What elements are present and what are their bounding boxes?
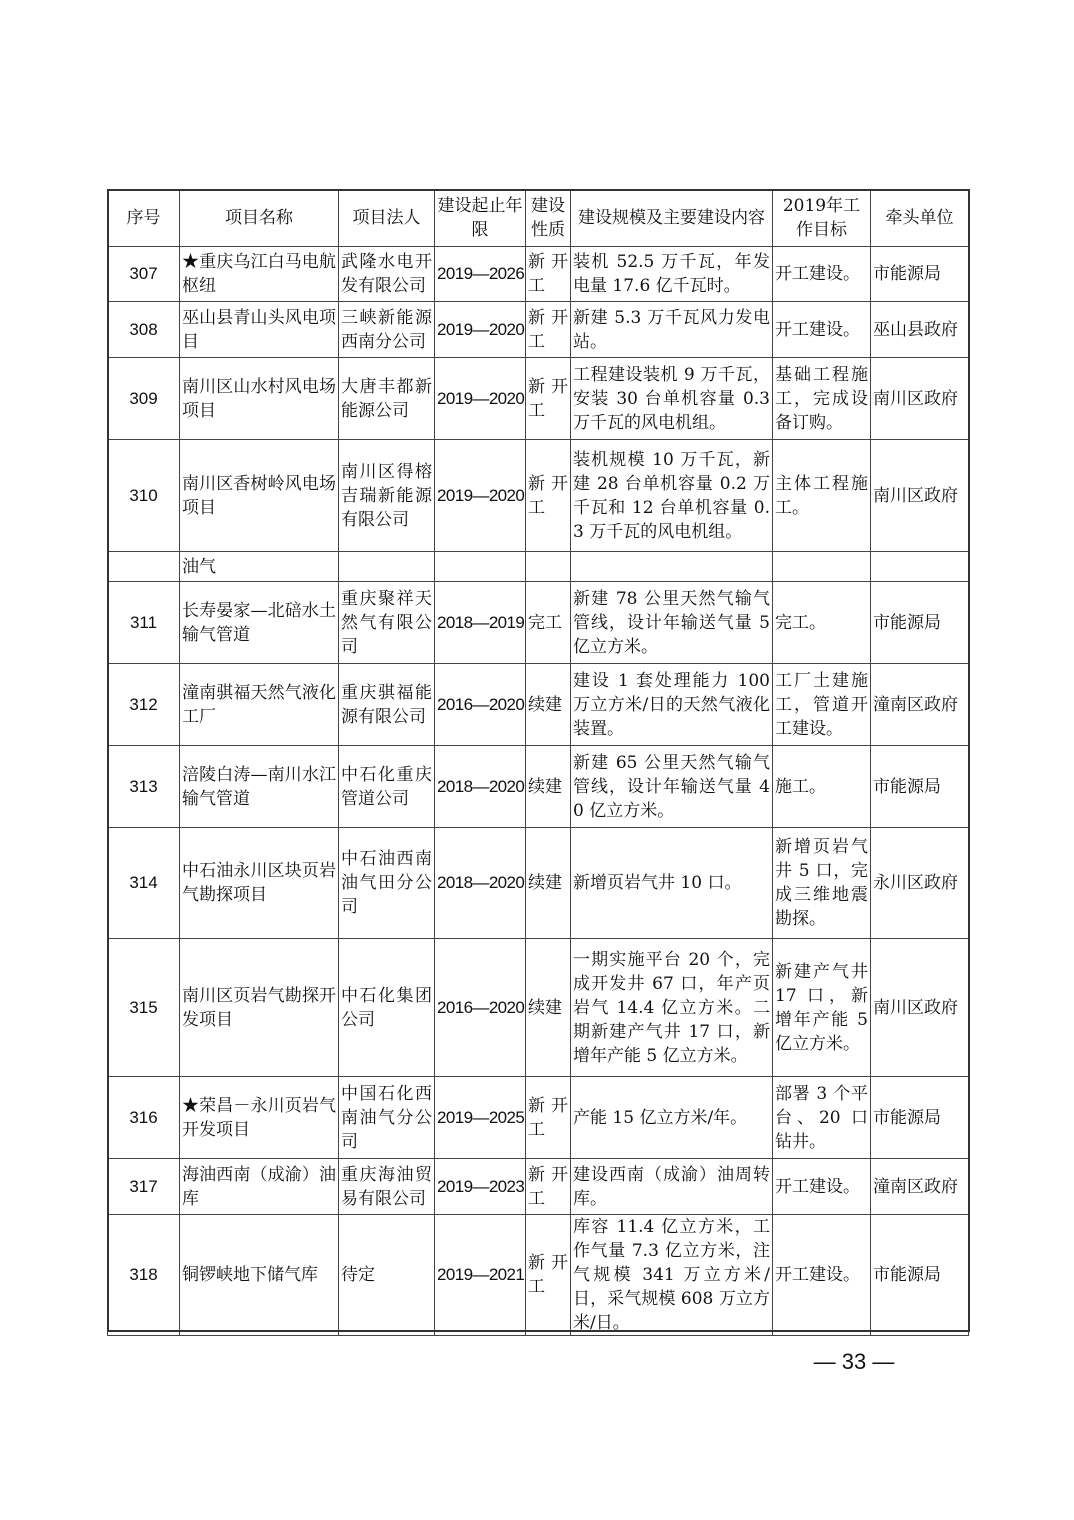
section-empty-cell [108,552,180,582]
construction-scale: 新建 78 公里天然气输气管线，设计年输送气量 5 亿立方米。 [571,582,773,664]
project-name: 中石油永川区块页岩气勘探项目 [180,828,339,939]
construction-scale: 建设西南（成渝）油周转库。 [571,1159,773,1215]
annual-target: 开工建设。 [773,1215,871,1336]
section-empty-cell [339,552,435,582]
row-number: 317 [108,1159,180,1215]
construction-scale: 新增页岩气井 10 口。 [571,828,773,939]
project-owner: 重庆聚祥天然气有限公司 [339,582,435,664]
annual-target: 工厂土建施工，管道开工建设。 [773,664,871,746]
project-owner: 待定 [339,1215,435,1336]
row-number: 314 [108,828,180,939]
annual-target: 新增页岩气井 5 口，完成三维地震勘探。 [773,828,871,939]
project-owner: 武隆水电开发有限公司 [339,247,435,302]
construction-period: 2018—2019 [435,582,526,664]
row-number: 309 [108,358,180,440]
construction-nature: 新开工 [526,302,571,358]
annual-target: 主体工程施工。 [773,440,871,552]
annual-target: 开工建设。 [773,247,871,302]
lead-unit: 南川区政府 [871,939,969,1077]
annual-target: 基础工程施工，完成设备订购。 [773,358,871,440]
row-number: 307 [108,247,180,302]
project-owner: 三峡新能源西南分公司 [339,302,435,358]
project-owner: 中国石化西南油气分公司 [339,1077,435,1159]
row-number: 316 [108,1077,180,1159]
construction-scale: 一期实施平台 20 个，完成开发井 67 口，年产页岩气 14.4 亿立方米。二期新建产气井 17 口，新增年产能 5 亿立方米。 [571,939,773,1077]
section-row [108,552,969,582]
construction-nature: 续建 [526,939,571,1077]
section-empty-cell [871,552,969,582]
construction-nature: 新开工 [526,1077,571,1159]
table-row [108,1159,969,1215]
construction-scale: 产能 15 亿立方米/年。 [571,1077,773,1159]
construction-nature: 完工 [526,582,571,664]
project-name: ★重庆乌江白马电航枢纽 [180,247,339,302]
project-name: ★荣昌－永川页岩气开发项目 [180,1077,339,1159]
row-number: 315 [108,939,180,1077]
project-name: 巫山县青山头风电项目 [180,302,339,358]
construction-nature: 新开工 [526,358,571,440]
lead-unit: 潼南区政府 [871,664,969,746]
project-name: 南川区页岩气勘探开发项目 [180,939,339,1077]
header-cell: 项目名称 [180,190,339,247]
construction-period: 2019—2020 [435,440,526,552]
lead-unit: 市能源局 [871,1077,969,1159]
row-number: 312 [108,664,180,746]
construction-period: 2019—2025 [435,1077,526,1159]
table-row [108,664,969,746]
section-empty-cell [435,552,526,582]
construction-scale: 装机 52.5 万千瓦，年发电量 17.6 亿千瓦时。 [571,247,773,302]
table-row [108,302,969,358]
section-empty-cell [571,552,773,582]
lead-unit: 潼南区政府 [871,1159,969,1215]
header-cell: 项目法人 [339,190,435,247]
row-number: 310 [108,440,180,552]
construction-scale: 建设 1 套处理能力 100 万立方米/日的天然气液化装置。 [571,664,773,746]
project-name: 涪陵白涛—南川水江输气管道 [180,746,339,828]
construction-period: 2019—2020 [435,302,526,358]
row-number: 318 [108,1215,180,1336]
table-row [108,1077,969,1159]
table-row [108,582,969,664]
table-row [108,247,969,302]
construction-nature: 新开工 [526,1159,571,1215]
project-owner: 中石化重庆管道公司 [339,746,435,828]
table-header-row [108,190,969,247]
row-number: 311 [108,582,180,664]
project-name: 长寿晏家—北碚水土输气管道 [180,582,339,664]
lead-unit: 市能源局 [871,582,969,664]
project-owner: 重庆骐福能源有限公司 [339,664,435,746]
construction-scale: 装机规模 10 万千瓦，新建 28 台单机容量 0.2 万千瓦和 12 台单机容量 0.3 万千瓦的风电机组。 [571,440,773,552]
annual-target: 部署 3 个平台、20 口钻井。 [773,1077,871,1159]
construction-period: 2019—2020 [435,358,526,440]
annual-target: 开工建设。 [773,1159,871,1215]
project-owner: 重庆海油贸易有限公司 [339,1159,435,1215]
table-row [108,358,969,440]
header-cell: 建设性质 [526,190,571,247]
lead-unit: 南川区政府 [871,440,969,552]
lead-unit: 永川区政府 [871,828,969,939]
section-empty-cell [526,552,571,582]
construction-period: 2018—2020 [435,828,526,939]
construction-period: 2018—2020 [435,746,526,828]
page-number: — 33 — [813,1349,895,1374]
construction-period: 2019—2021 [435,1215,526,1336]
lead-unit: 市能源局 [871,746,969,828]
table-row [108,939,969,1077]
header-cell: 牵头单位 [871,190,969,247]
project-name: 铜锣峡地下储气库 [180,1215,339,1336]
row-number: 313 [108,746,180,828]
annual-target: 完工。 [773,582,871,664]
construction-nature: 续建 [526,664,571,746]
project-name: 潼南骐福天然气液化工厂 [180,664,339,746]
project-name: 南川区香树岭风电场项目 [180,440,339,552]
table-row [108,1215,969,1336]
table-row [108,746,969,828]
construction-scale: 工程建设装机 9 万千瓦，安装 30 台单机容量 0.3 万千瓦的风电机组。 [571,358,773,440]
annual-target: 开工建设。 [773,302,871,358]
section-label: 油气 [180,552,339,582]
project-owner: 中石化集团公司 [339,939,435,1077]
lead-unit: 巫山县政府 [871,302,969,358]
project-owner: 大唐丰都新能源公司 [339,358,435,440]
construction-nature: 新开工 [526,1215,571,1336]
construction-nature: 续建 [526,746,571,828]
construction-nature: 新开工 [526,440,571,552]
construction-scale: 新建 5.3 万千瓦风力发电站。 [571,302,773,358]
construction-period: 2019—2026 [435,247,526,302]
project-owner: 中石油西南油气田分公司 [339,828,435,939]
construction-scale: 库容 11.4 亿立方米，工作气量 7.3 亿立方米，注气规模 341 万立方米/日，采气规模 608 万立方米/日。 [571,1215,773,1336]
project-name: 海油西南（成渝）油库 [180,1159,339,1215]
table-body [108,247,969,1336]
lead-unit: 市能源局 [871,1215,969,1336]
lead-unit: 市能源局 [871,247,969,302]
table-row [108,828,969,939]
construction-nature: 续建 [526,828,571,939]
annual-target: 新建产气井 17 口，新增年产能 5 亿立方米。 [773,939,871,1077]
construction-nature: 新开工 [526,247,571,302]
header-cell: 建设起止年限 [435,190,526,247]
project-owner: 南川区得榕吉瑞新能源有限公司 [339,440,435,552]
annual-target: 施工。 [773,746,871,828]
construction-period: 2019—2023 [435,1159,526,1215]
construction-period: 2016—2020 [435,664,526,746]
project-table [107,189,969,1336]
lead-unit: 南川区政府 [871,358,969,440]
section-empty-cell [773,552,871,582]
header-cell: 建设规模及主要建设内容 [571,190,773,247]
header-cell: 2019年工作目标 [773,190,871,247]
project-name: 南川区山水村风电场项目 [180,358,339,440]
construction-period: 2016—2020 [435,939,526,1077]
header-cell: 序号 [108,190,180,247]
construction-scale: 新建 65 公里天然气输气管线，设计年输送气量 40 亿立方米。 [571,746,773,828]
row-number: 308 [108,302,180,358]
table-row [108,440,969,552]
